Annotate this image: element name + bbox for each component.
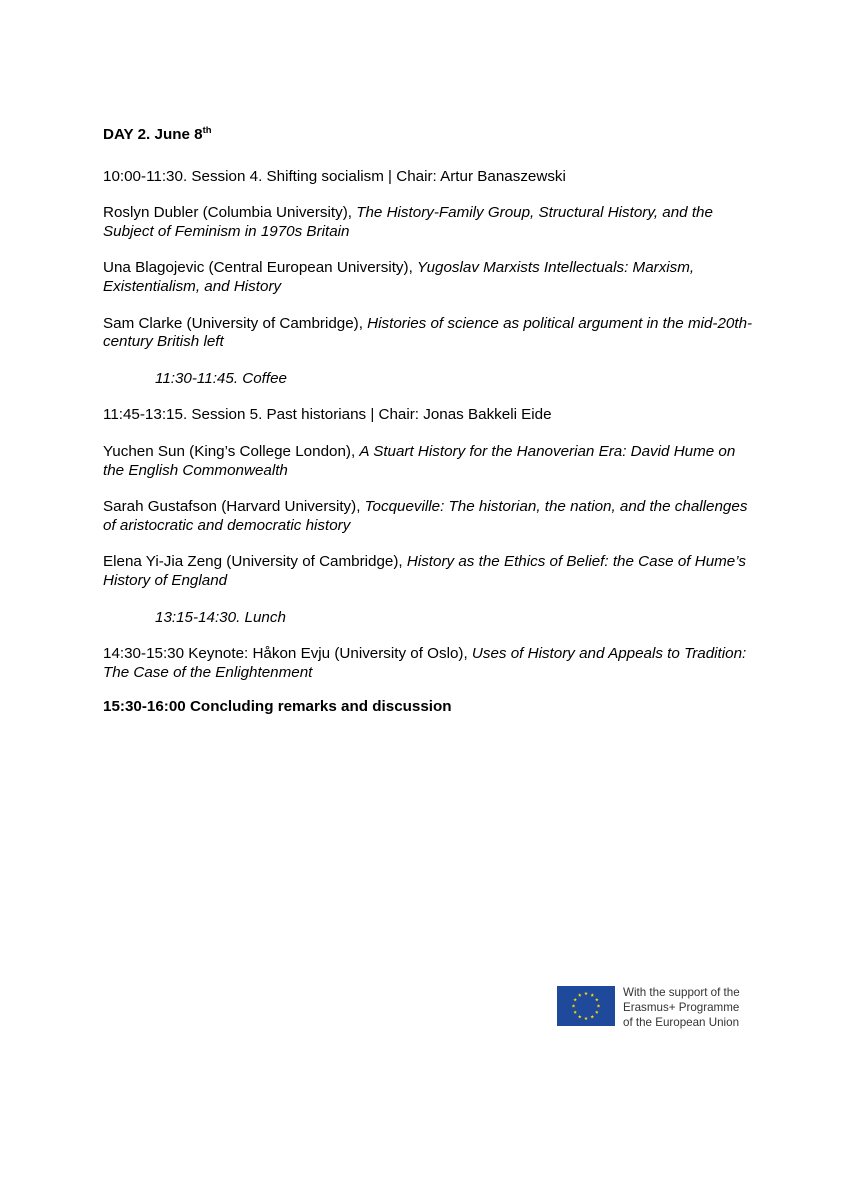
concluding-remarks: 15:30-16:00 Concluding remarks and discussion (103, 698, 452, 716)
day-heading-text: DAY 2. June 8 (103, 126, 203, 143)
talk-speaker: Yuchen Sun (King’s College London), (103, 442, 360, 460)
session-5-header: 11:45-13:15. Session 5. Past historians | Chair: Jonas Bakkeli Eide (103, 406, 552, 424)
keynote-title: Uses of History and Appeals to Tradition: The Case of the Enlightenment (103, 645, 747, 681)
talk-title: The History-Family Group, Structural History, and the Subject of Feminism in 1970s Britain (103, 204, 713, 240)
support-text (623, 985, 740, 1030)
talk-dubler (103, 204, 753, 241)
coffee-break: 11:30-11:45. Coffee (155, 369, 287, 387)
talk-zeng (103, 553, 753, 590)
support-line: Erasmus+ Programme (623, 1001, 740, 1014)
eu-flag-icon (557, 986, 615, 1026)
keynote (103, 645, 753, 682)
talk-speaker: Sam Clarke (University of Cambridge), (103, 314, 368, 332)
talk-clarke (103, 315, 753, 352)
talk-title: Histories of science as political argument in the mid-20th-century British left (103, 314, 753, 351)
keynote-speaker: 14:30-15:30 Keynote: Håkon Evju (University of Oslo), (103, 645, 472, 663)
talk-title: Tocqueville: The historian, the nation, and the challenges of aristocratic and democratic history (103, 498, 748, 534)
day-heading (103, 126, 753, 145)
talk-speaker: Elena Yi-Jia Zeng (University of Cambridge), (103, 553, 407, 571)
lunch-break: 13:15-14:30. Lunch (155, 608, 286, 626)
talk-sun (103, 443, 753, 480)
session-4-header: 10:00-11:30. Session 4. Shifting socialism | Chair: Artur Banaszewski (103, 167, 566, 185)
support-line: With the support of the (623, 986, 740, 999)
support-line: of the European Union (623, 1016, 740, 1029)
talk-gustafson (103, 498, 753, 535)
talk-title: History as the Ethics of Belief: the Case of Hume’s History of England (103, 553, 746, 589)
talk-title: Yugoslav Marxists Intellectuals: Marxism, Existentialism, and History (103, 259, 695, 295)
talk-speaker: Roslyn Dubler (Columbia University), (103, 204, 357, 222)
talk-speaker: Una Blagojevic (Central European University), (103, 259, 418, 277)
talk-speaker: Sarah Gustafson (Harvard University), (103, 498, 365, 516)
talk-blagojevic (103, 259, 753, 296)
talk-title: A Stuart History for the Hanoverian Era: David Hume on the English Commonwealth (103, 442, 736, 479)
erasmus-support-logo (557, 986, 740, 1030)
schedule (103, 126, 753, 717)
day-heading-ordinal: th (202, 125, 212, 136)
